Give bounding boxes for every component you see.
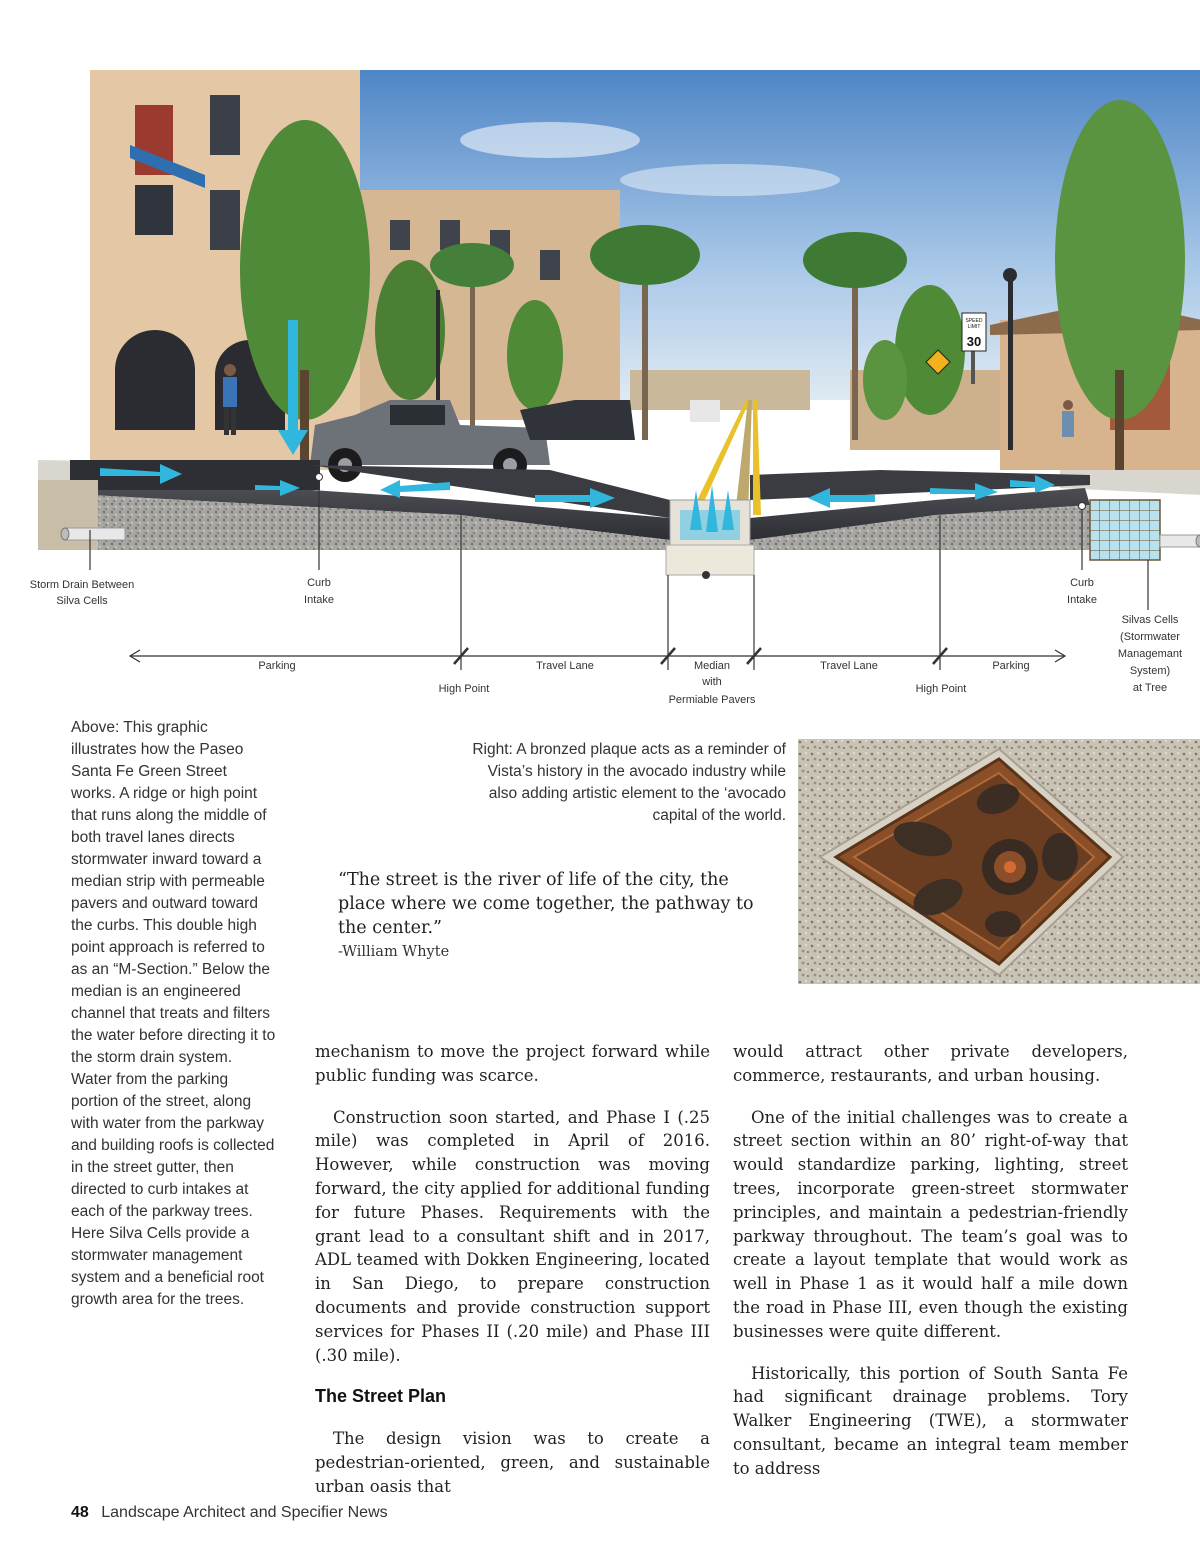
speed-sign-line2: LIMIT bbox=[967, 324, 981, 330]
pull-quote bbox=[338, 868, 778, 960]
right-paragraph-3: Historically, this portion of South Santa Fe had significant drainage problems. Tory Walker Engineering (TWE), a stormwater consultant, became an integral team member to address bbox=[733, 1363, 1128, 1478]
dim-parking-right: Parking bbox=[992, 660, 1030, 672]
label-storm-drain-2: Silva Cells bbox=[56, 595, 108, 607]
right-paragraph-2: One of the initial challenges was to create a street section within an 80’ right-of-way that would standardize parking, lighting, street trees, incorporate green-street stormwater principles, and maintain a pedestrian-friendly parkway throughout. The team’s goal was to create a layout template that would work as well in Phase 1 as it would half a mile down the road in Phase III, even though the existing businesses were quite different. bbox=[733, 1107, 1128, 1341]
caption-above: Above: This graphic illustrates how the Paseo Santa Fe Green Street works. A ridge or high point that runs along the middle of both travel lanes directs stormwater inward toward a median strip with permeable pavers and outward toward the curbs. This double high point approach is referred to as an “M-Section.” Below the median is an engineered channel that treats and filters the water before directing it to the storm drain system. Water from the parking portion of the street, along with water from the parkway and building roofs is collected in the street gutter, then directed to curb intakes at each of the parkway trees. Here Silva Cells provide a stormwater management system and a beneficial root growth area for the trees. bbox=[71, 719, 276, 1308]
label-curb-intake-right-2: Intake bbox=[1067, 594, 1097, 606]
speed-sign-line1: SPEED bbox=[965, 318, 983, 324]
right-paragraph-1: would attract other private developers, commerce, restaurants, and urban housing. bbox=[733, 1042, 1128, 1085]
page-footer bbox=[71, 1504, 388, 1522]
left-paragraph-2: Construction soon started, and Phase I (.25 mile) was completed in April of 2016. However, while construction was moving forward, the city applied for additional funding for future Phases. Requirements with the grant lead to a consultant shift and in 2017, ADL teamed with Dokken Engineering, located in San Diego, to prepare construction documents and provide construction support services for Phases II (.20 mile) and Phase III (.30 mile). bbox=[315, 1107, 710, 1365]
quote-text: “The street is the river of life of the city, the place where we come together, the pathway to the center.” bbox=[338, 870, 754, 938]
caption-right: Right: A bronzed plaque acts as a reminder of Vista’s history in the avocado industry while also adding artistic element to the ‘avocado capital of the world. bbox=[472, 741, 786, 824]
section-heading-street-plan: The Street Plan bbox=[315, 1386, 447, 1407]
article-column-right bbox=[733, 1040, 1128, 1499]
label-storm-drain-1: Storm Drain Between bbox=[30, 579, 135, 591]
dim-parking-left: Parking bbox=[258, 660, 296, 672]
dim-median-1: Median bbox=[693, 660, 731, 672]
page-number: 48 bbox=[71, 1504, 89, 1521]
quote-author: -William Whyte bbox=[338, 944, 450, 960]
label-curb-intake-left-1: Curb bbox=[307, 577, 331, 589]
article-column-left bbox=[315, 1040, 710, 1517]
dim-travel-lane-right: Travel Lane bbox=[820, 660, 878, 672]
dim-high-point-left: High Point bbox=[438, 683, 490, 695]
label-silva-cells-2: (Stormwater bbox=[1120, 631, 1180, 643]
silva-cells bbox=[1090, 500, 1160, 560]
left-paragraph-1: mechanism to move the project forward while public funding was scarce. bbox=[315, 1042, 710, 1085]
speed-sign-line3: 30 bbox=[966, 334, 982, 349]
label-curb-intake-right-1: Curb bbox=[1070, 577, 1094, 589]
street-section-diagram bbox=[30, 70, 1200, 710]
publication-name: Landscape Architect and Specifier News bbox=[101, 1504, 388, 1521]
dim-median-3: Permiable Pavers bbox=[668, 694, 756, 706]
label-silva-cells-3: Managemant bbox=[1117, 648, 1183, 660]
dim-median-2: with bbox=[702, 676, 722, 688]
label-curb-intake-left-2: Intake bbox=[304, 594, 334, 606]
label-silva-cells-1: Silvas Cells bbox=[1121, 614, 1179, 626]
label-silva-cells-4: System) bbox=[1129, 665, 1171, 677]
label-silva-cells-5: at Tree bbox=[1132, 682, 1168, 694]
avocado-plaque-photo bbox=[798, 739, 1200, 984]
left-paragraph-3: The design vision was to create a pedestrian-oriented, green, and sustainable urban oasis that bbox=[315, 1429, 710, 1496]
dim-travel-lane-left: Travel Lane bbox=[536, 660, 594, 672]
dim-high-point-right: High Point bbox=[915, 683, 967, 695]
